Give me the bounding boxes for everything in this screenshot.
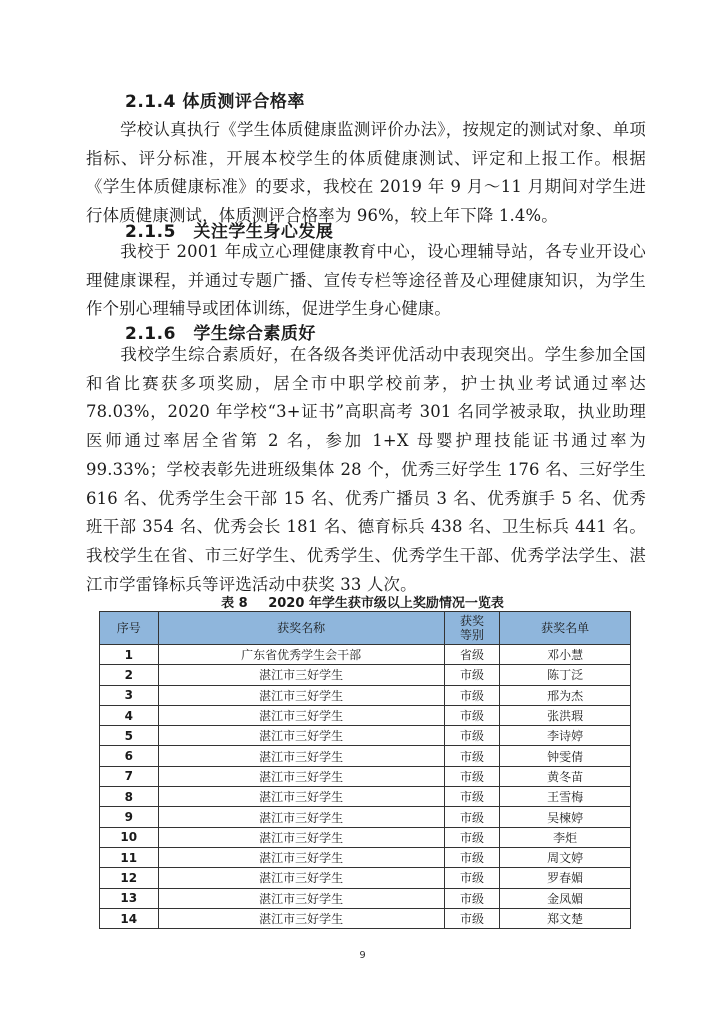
cell-num: 11 [100, 847, 159, 867]
cell-award: 湛江市三好学生 [158, 787, 444, 807]
paragraph-text: 学校认真执行《学生体质健康监测评价办法》，按规定的测试对象、单项指标、评分标准，开展本校学生的体质健康测试、评定和上报工作。根据《学生体质健康标准》的要求，我校在 2019 年 9 月～11 月期间对学生进行体质健康测试，体质测评合格率为 96%，较上年下降 1.4%。 [86, 120, 646, 226]
cell-level: 市级 [444, 827, 500, 847]
cell-award: 湛江市三好学生 [158, 827, 444, 847]
cell-level: 市级 [444, 908, 500, 928]
section-paragraph-2-1-5 [86, 238, 646, 324]
cell-num: 7 [100, 766, 159, 786]
cell-level: 市级 [444, 665, 500, 685]
cell-num: 3 [100, 685, 159, 705]
cell-num: 1 [100, 645, 159, 665]
header-num: 序号 [100, 612, 159, 645]
cell-award: 湛江市三好学生 [158, 705, 444, 725]
cell-level: 市级 [444, 766, 500, 786]
cell-num: 4 [100, 705, 159, 725]
cell-award: 湛江市三好学生 [158, 665, 444, 685]
cell-winner: 黄冬苗 [500, 766, 631, 786]
cell-award: 湛江市三好学生 [158, 766, 444, 786]
cell-award: 广东省优秀学生会干部 [158, 645, 444, 665]
cell-award: 湛江市三好学生 [158, 868, 444, 888]
cell-num: 13 [100, 888, 159, 908]
cell-num: 12 [100, 868, 159, 888]
cell-award: 湛江市三好学生 [158, 908, 444, 928]
cell-level: 市级 [444, 726, 500, 746]
section-paragraph-2-1-6 [86, 341, 646, 599]
cell-level: 市级 [444, 807, 500, 827]
cell-winner: 陈丁泛 [500, 665, 631, 685]
cell-level: 市级 [444, 746, 500, 766]
table-row [100, 645, 631, 665]
table-header-row [100, 612, 631, 645]
table-row [100, 665, 631, 685]
table-row [100, 847, 631, 867]
cell-winner: 吴楝婷 [500, 807, 631, 827]
table-row [100, 908, 631, 928]
cell-award: 湛江市三好学生 [158, 888, 444, 908]
table-body [100, 645, 631, 929]
header-winners: 获奖名单 [500, 612, 631, 645]
cell-winner: 郑文楚 [500, 908, 631, 928]
paragraph-text: 我校于 2001 年成立心理健康教育中心，设心理辅导站，各专业开设心理健康课程，并通过专题广播、宣传专栏等途径普及心理健康知识，为学生作个别心理辅导或团体训练，促进学生身心健康。 [86, 242, 646, 319]
cell-winner: 李诗婷 [500, 726, 631, 746]
table-caption-label: 表 8 [221, 596, 248, 611]
section-paragraph-2-1-4 [86, 116, 646, 231]
cell-level: 市级 [444, 868, 500, 888]
cell-winner: 邓小慧 [500, 645, 631, 665]
paragraph-text: 我校学生综合素质好，在各级各类评优活动中表现突出。学生参加全国和省比赛获多项奖励，居全市中职学校前茅，护士执业考试通过率达 78.03%，2020 年学校“3+证书”高职高考 301 名同学被录取，执业助理医师通过率居全省第 2 名，参加 1+X 母婴护理技能证书通过率为 99.33%；学校表彰先进班级集体 28 个，优秀三好学生 176 名、三好学生 616 名、优秀学生会干部 15 名、优秀广播员 3 名、优秀旗手 5 名、优秀班干部 354 名、优秀会长 181 名、德育标兵 438 名、卫生标兵 441 名。我校学生在省、市三好学生、优秀学生、优秀学生干部、优秀学法学生、湛江市学雷锋标兵等评选活动中获奖 33 人次。 [86, 345, 646, 594]
cell-winner: 周文婷 [500, 847, 631, 867]
cell-winner: 张洪瑕 [500, 705, 631, 725]
cell-winner: 金凤媚 [500, 888, 631, 908]
cell-level: 市级 [444, 847, 500, 867]
cell-winner: 钟雯倩 [500, 746, 631, 766]
cell-winner: 王雪梅 [500, 787, 631, 807]
table-caption-title: 2020 年学生获市级以上奖励情况一览表 [268, 596, 504, 611]
header-level [444, 612, 500, 645]
cell-num: 5 [100, 726, 159, 746]
cell-level: 市级 [444, 888, 500, 908]
table-row [100, 888, 631, 908]
section-heading-2-1-5: 2.1.5 关注学生身心发展 [125, 222, 334, 242]
page-number: 9 [359, 950, 366, 961]
cell-award: 湛江市三好学生 [158, 726, 444, 746]
cell-level: 省级 [444, 645, 500, 665]
cell-award: 湛江市三好学生 [158, 685, 444, 705]
table-caption [0, 592, 725, 611]
section-heading-2-1-4: 2.1.4 体质测评合格率 [125, 92, 305, 112]
table-row [100, 726, 631, 746]
cell-award: 湛江市三好学生 [158, 746, 444, 766]
table-row [100, 766, 631, 786]
cell-level: 市级 [444, 685, 500, 705]
header-level-line1: 获奖 [459, 614, 484, 628]
cell-award: 湛江市三好学生 [158, 807, 444, 827]
cell-num: 9 [100, 807, 159, 827]
table-row [100, 807, 631, 827]
awards-table [99, 611, 631, 929]
table-row [100, 705, 631, 725]
table-row [100, 787, 631, 807]
cell-level: 市级 [444, 787, 500, 807]
cell-num: 14 [100, 908, 159, 928]
cell-num: 8 [100, 787, 159, 807]
section-heading-2-1-6: 2.1.6 学生综合素质好 [125, 324, 316, 344]
cell-winner: 罗春媚 [500, 868, 631, 888]
table-row [100, 868, 631, 888]
cell-level: 市级 [444, 705, 500, 725]
cell-num: 10 [100, 827, 159, 847]
table-row [100, 746, 631, 766]
header-level-line2: 等别 [459, 628, 484, 642]
cell-winner: 李炬 [500, 827, 631, 847]
cell-award: 湛江市三好学生 [158, 847, 444, 867]
cell-winner: 邢为杰 [500, 685, 631, 705]
header-award: 获奖名称 [158, 612, 444, 645]
cell-num: 2 [100, 665, 159, 685]
table-row [100, 827, 631, 847]
cell-num: 6 [100, 746, 159, 766]
table-row [100, 685, 631, 705]
